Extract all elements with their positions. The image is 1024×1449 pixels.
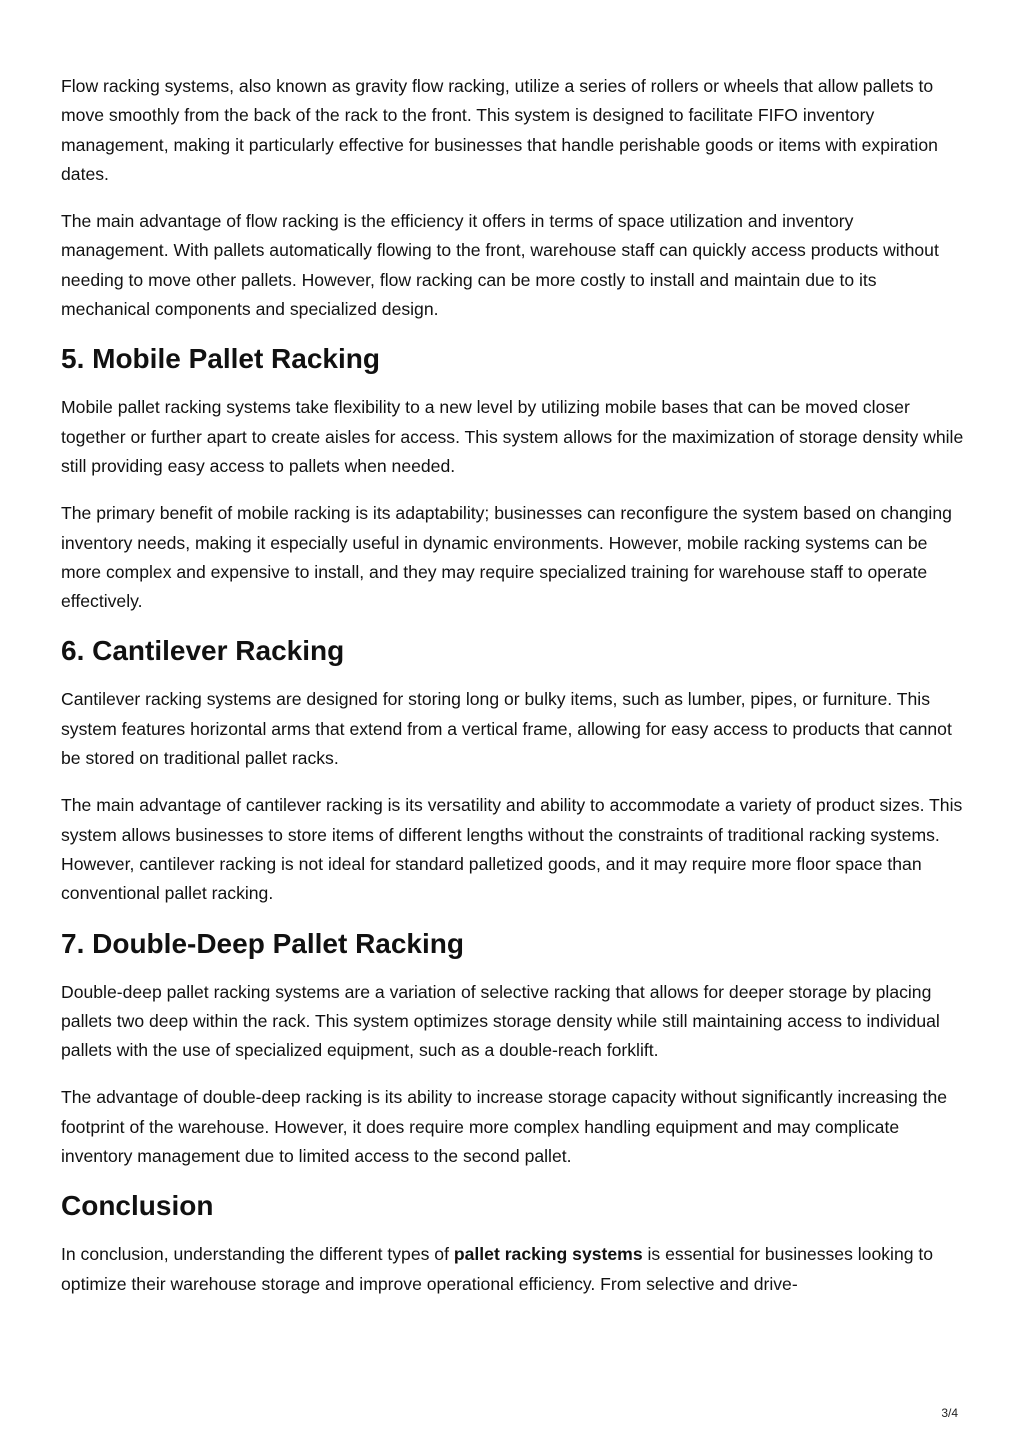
heading-conclusion: Conclusion [61, 1190, 214, 1222]
conclusion-bold-phrase: pallet racking systems [453, 1244, 643, 1265]
page-number: 3/4 [941, 1406, 958, 1420]
document-page [61, 72, 965, 1317]
paragraph-flow-racking-advantage: The main advantage of flow racking is the efficiency it offers in terms of space utilization and inventory management. With pallets automatically flowing to the front, warehouse staff can quickly access products without needing to move other pallets. However, flow racking can be more costly to install and maintain due to its mechanical components and specialized design. [61, 211, 939, 320]
heading-cantilever-racking: 6. Cantilever Racking [61, 635, 345, 667]
paragraph-cantilever-intro: Cantilever racking systems are designed for storing long or bulky items, such as lumber, pipes, or furniture. This system features horizontal arms that extend from a vertical frame, allowing for easy access to products that cannot be stored on traditional pallet racks. [61, 689, 952, 769]
heading-mobile-pallet-racking: 5. Mobile Pallet Racking [61, 343, 380, 375]
paragraph-mobile-racking-benefit: The primary benefit of mobile racking is its adaptability; businesses can reconfigure the system based on changing inventory needs, making it especially useful in dynamic environments. However, mobile racking systems can be more complex and expensive to install, and they may require specialized training for warehouse staff to operate effectively. [61, 503, 952, 612]
paragraph-mobile-racking-intro: Mobile pallet racking systems take flexibility to a new level by utilizing mobile bases that can be moved closer together or further apart to create aisles for access. This system allows for the maximization of storage density while still providing easy access to pallets when needed. [61, 397, 964, 476]
conclusion-text-start: In conclusion, understanding the different types of [61, 1244, 454, 1265]
conclusion-text-end: is essential for businesses looking to optimize their warehouse storage and improve operational efficiency. From selective and drive- [61, 1244, 934, 1294]
heading-double-deep-racking: 7. Double-Deep Pallet Racking [61, 927, 464, 959]
paragraph-cantilever-advantage: The main advantage of cantilever racking is its versatility and ability to accommodate a variety of product sizes. This system allows businesses to store items of different lengths without the constraints of traditional racking systems. However, cantilever racking is not ideal for standard palletized goods, and it may require more floor space than conventional pallet racking. [61, 795, 963, 904]
paragraph-double-deep-advantage: The advantage of double-deep racking is its ability to increase storage capacity without significantly increasing the footprint of the warehouse. However, it does require more complex handling equipment and may complicate inventory management due to limited access to the second pallet. [61, 1087, 948, 1167]
paragraph-conclusion [61, 1240, 965, 1299]
paragraph-double-deep-intro: Double-deep pallet racking systems are a variation of selective racking that allows for deeper storage by placing pallets two deep within the rack. This system optimizes storage density while still maintaining access to individual pallets with the use of specialized equipment, such as a double-reach forklift. [61, 981, 940, 1061]
paragraph-flow-racking-intro: Flow racking systems, also known as gravity flow racking, utilize a series of rollers or wheels that allow pallets to move smoothly from the back of the rack to the front. This system is designed to facilitate FIFO inventory management, making it particularly effective for businesses that handle perishable goods or items with expiration dates. [61, 76, 938, 184]
